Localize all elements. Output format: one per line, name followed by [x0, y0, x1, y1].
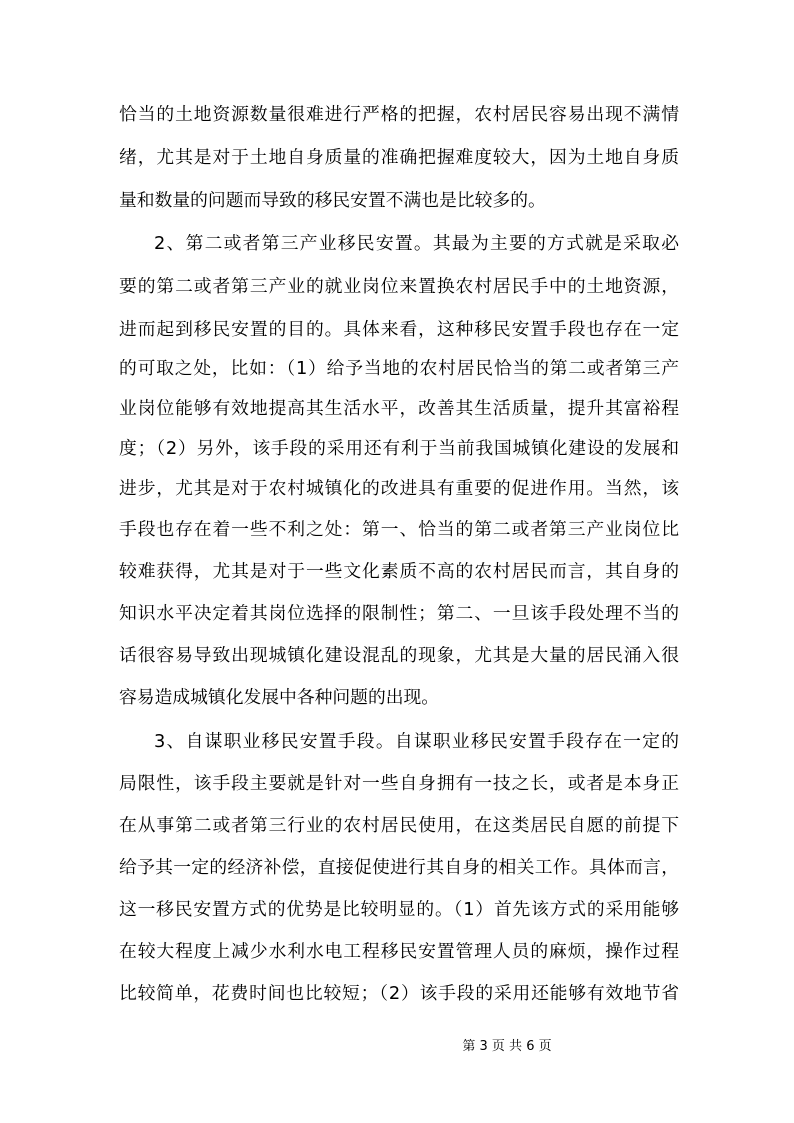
body-text-line: 容易造成城镇化发展中各种问题的出现。	[119, 687, 440, 708]
body-text-line: 比较简单，花费时间也比较短；（2）该手段的采用还能够有效地节省	[119, 983, 679, 1004]
body-text-line: 3、自谋职业移民安置手段。自谋职业移民安置手段存在一定的	[154, 731, 679, 752]
body-text-line: 进步，尤其是对于农村城镇化的改进具有重要的促进作用。当然，该	[119, 478, 679, 499]
body-text-line: 度；（2）另外，该手段的采用还有利于当前我国城镇化建设的发展和	[119, 438, 679, 459]
body-text-line: 给予其一定的经济补偿，直接促使进行其自身的相关工作。具体而言，	[119, 857, 679, 878]
body-text-line: 进而起到移民安置的目的。具体来看，这种移民安置手段也存在一定	[119, 319, 679, 340]
body-text-line: 要的第二或者第三产业的就业岗位来置换农村居民手中的土地资源，	[119, 276, 679, 297]
body-text-line: 在从事第二或者第三行业的农村居民使用，在这类居民自愿的前提下	[119, 815, 679, 836]
body-text-line: 恰当的土地资源数量很难进行严格的把握，农村居民容易出现不满情	[119, 104, 679, 125]
body-text-line: 2、第二或者第三产业移民安置。其最为主要的方式就是采取必	[154, 233, 679, 254]
body-text-line: 绪，尤其是对于土地自身质量的准确把握难度较大，因为土地自身质	[119, 147, 679, 168]
body-text-line: 较难获得，尤其是对于一些文化素质不高的农村居民而言，其自身的	[119, 561, 679, 582]
body-text-line: 知识水平决定着其岗位选择的限制性；第二、一旦该手段处理不当的	[119, 603, 679, 624]
body-text-line: 量和数量的问题而导致的移民安置不满也是比较多的。	[119, 190, 546, 211]
body-text-line: 业岗位能够有效地提高其生活水平，改善其生活质量，提升其富裕程	[119, 398, 679, 419]
page-number-footer: 第 3 页 共 6 页	[462, 1039, 552, 1054]
body-text-line: 手段也存在着一些不利之处：第一、恰当的第二或者第三产业岗位比	[119, 519, 679, 540]
body-text-line: 这一移民安置方式的优势是比较明显的。（1）首先该方式的采用能够	[119, 899, 679, 920]
body-text-line: 局限性，该手段主要就是针对一些自身拥有一技之长，或者是本身正	[119, 773, 679, 794]
body-text-line: 话很容易导致出现城镇化建设混乱的现象，尤其是大量的居民涌入很	[119, 645, 679, 666]
body-text-line: 的可取之处，比如：（1）给予当地的农村居民恰当的第二或者第三产	[119, 358, 679, 379]
body-text-line: 在较大程度上减少水利水电工程移民安置管理人员的麻烦，操作过程	[119, 941, 679, 962]
